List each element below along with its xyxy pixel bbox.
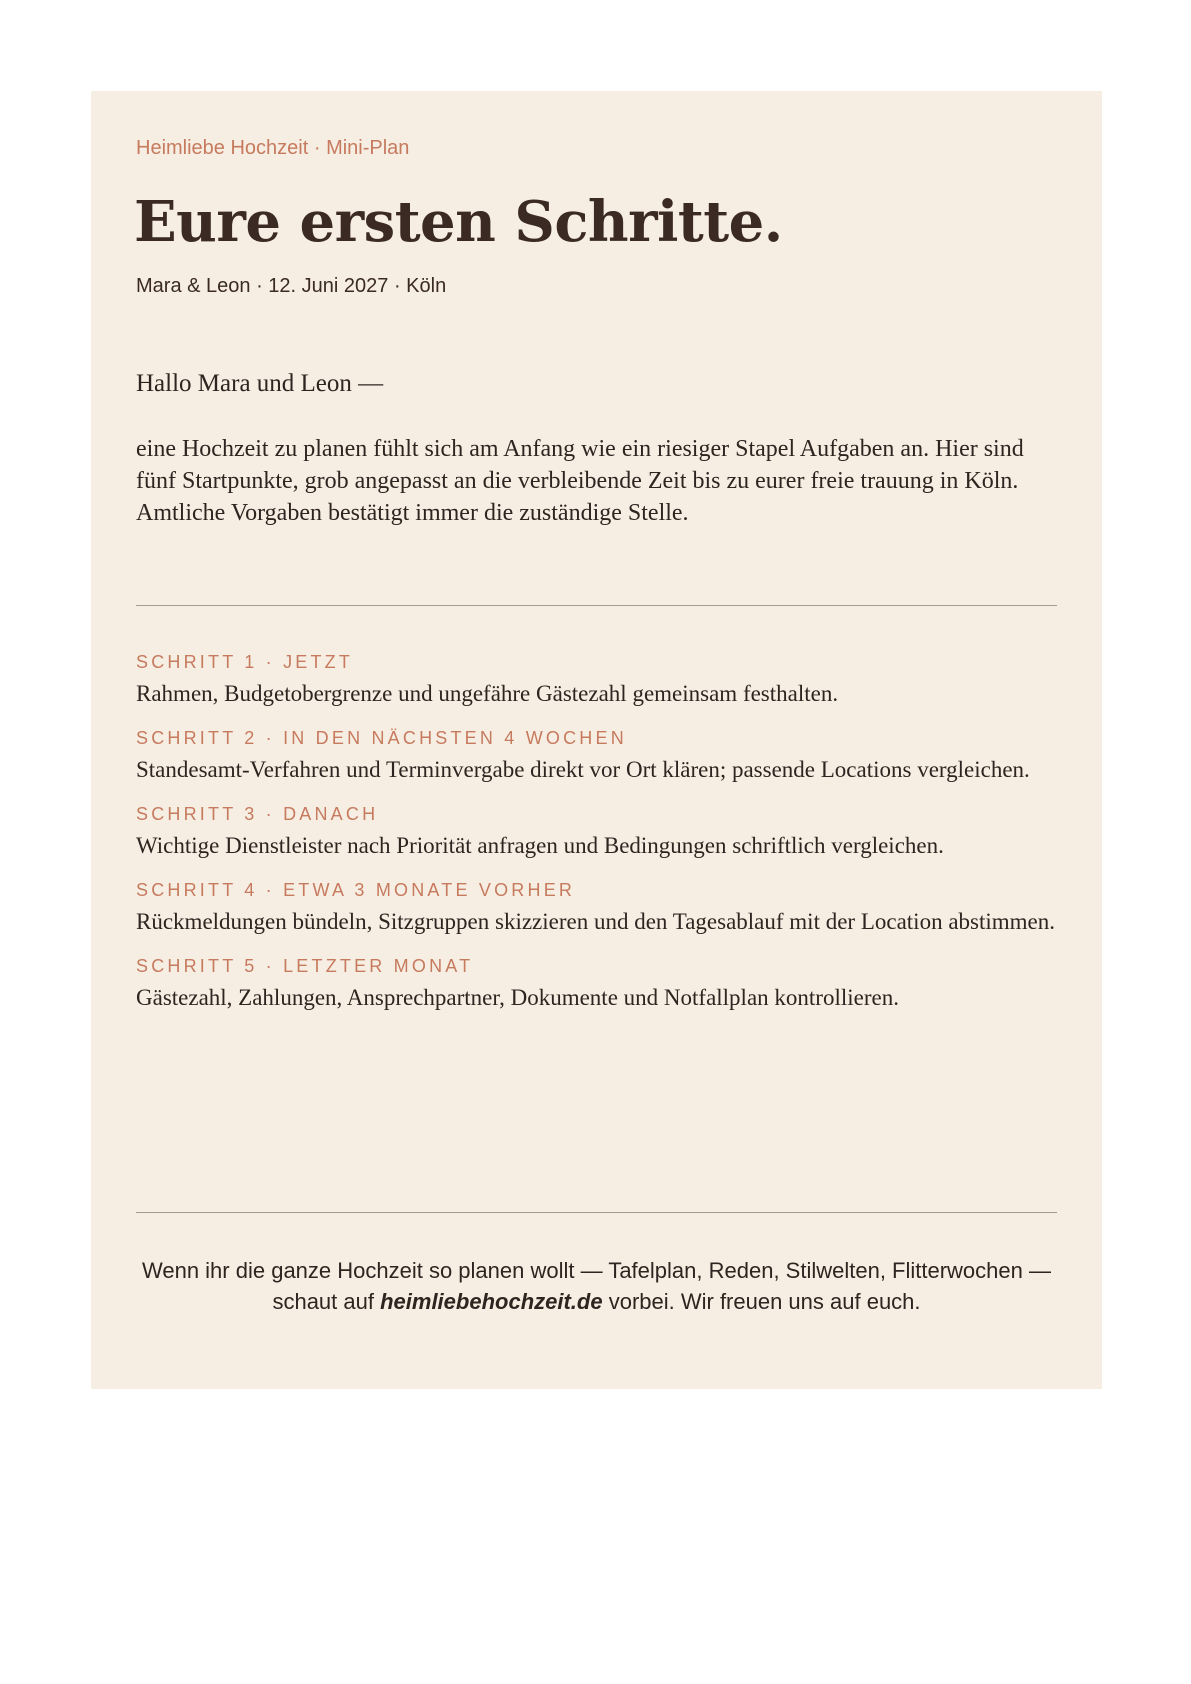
step-label: SCHRITT 3 · DANACH [136,804,379,824]
step-text: Rahmen, Budgetobergrenze und ungefähre Gästezahl gemeinsam festhalten. [136,681,839,706]
footer-note [136,1255,1057,1317]
brand-eyebrow: Heimliebe Hochzeit · Mini-Plan [136,137,410,159]
step-label: SCHRITT 2 · IN DEN NÄCHSTEN 4 WOCHEN [136,728,627,748]
step-label: SCHRITT 5 · LETZTER MONAT [136,956,474,976]
step-item [136,955,1066,1013]
step-text: Gästezahl, Zahlungen, Ansprechpartner, Dokumente und Notfallplan kontrollieren. [136,985,899,1010]
website-link[interactable]: heimliebehochzeit.de [380,1289,603,1314]
plan-card [91,91,1102,1389]
divider-top [136,605,1057,606]
step-item [136,879,1066,937]
step-label: SCHRITT 4 · ETWA 3 MONATE VORHER [136,880,576,900]
step-item [136,727,1066,785]
step-item [136,803,1066,861]
step-text: Rückmeldungen bündeln, Sitzgruppen skizzieren und den Tagesablauf mit der Location abstimmen. [136,909,1056,934]
step-text: Standesamt-Verfahren und Terminvergabe direkt vor Ort klären; passende Locations vergleichen. [136,757,1030,782]
greeting: Hallo Mara und Leon — [136,370,384,397]
step-item [136,651,1066,709]
couple-date-location: Mara & Leon · 12. Juni 2027 · Köln [136,275,447,297]
step-text: Wichtige Dienstleister nach Priorität anfragen und Bedingungen schriftlich vergleichen. [136,833,944,858]
page-title: Eure ersten Schritte. [134,189,783,255]
divider-bottom [136,1212,1057,1213]
step-label: SCHRITT 1 · JETZT [136,652,354,672]
footer-text-before: Wenn ihr die ganze Hochzeit so planen wollt — Tafelplan, Reden, Stilwelten, Flitterwochen — schaut auf [141,1258,1051,1314]
steps-list [136,651,1066,1031]
footer-text-after: vorbei. Wir freuen uns auf euch. [602,1289,921,1314]
intro-paragraph: eine Hochzeit zu planen fühlt sich am Anfang wie ein riesiger Stapel Aufgaben an. Hier sind fünf Startpunkte, grob angepasst an die verbleibende Zeit bis zu eurer freie trauung in Köln. Amtliche Vorgaben bestätigt immer die zuständige Stelle. [136,436,1024,526]
